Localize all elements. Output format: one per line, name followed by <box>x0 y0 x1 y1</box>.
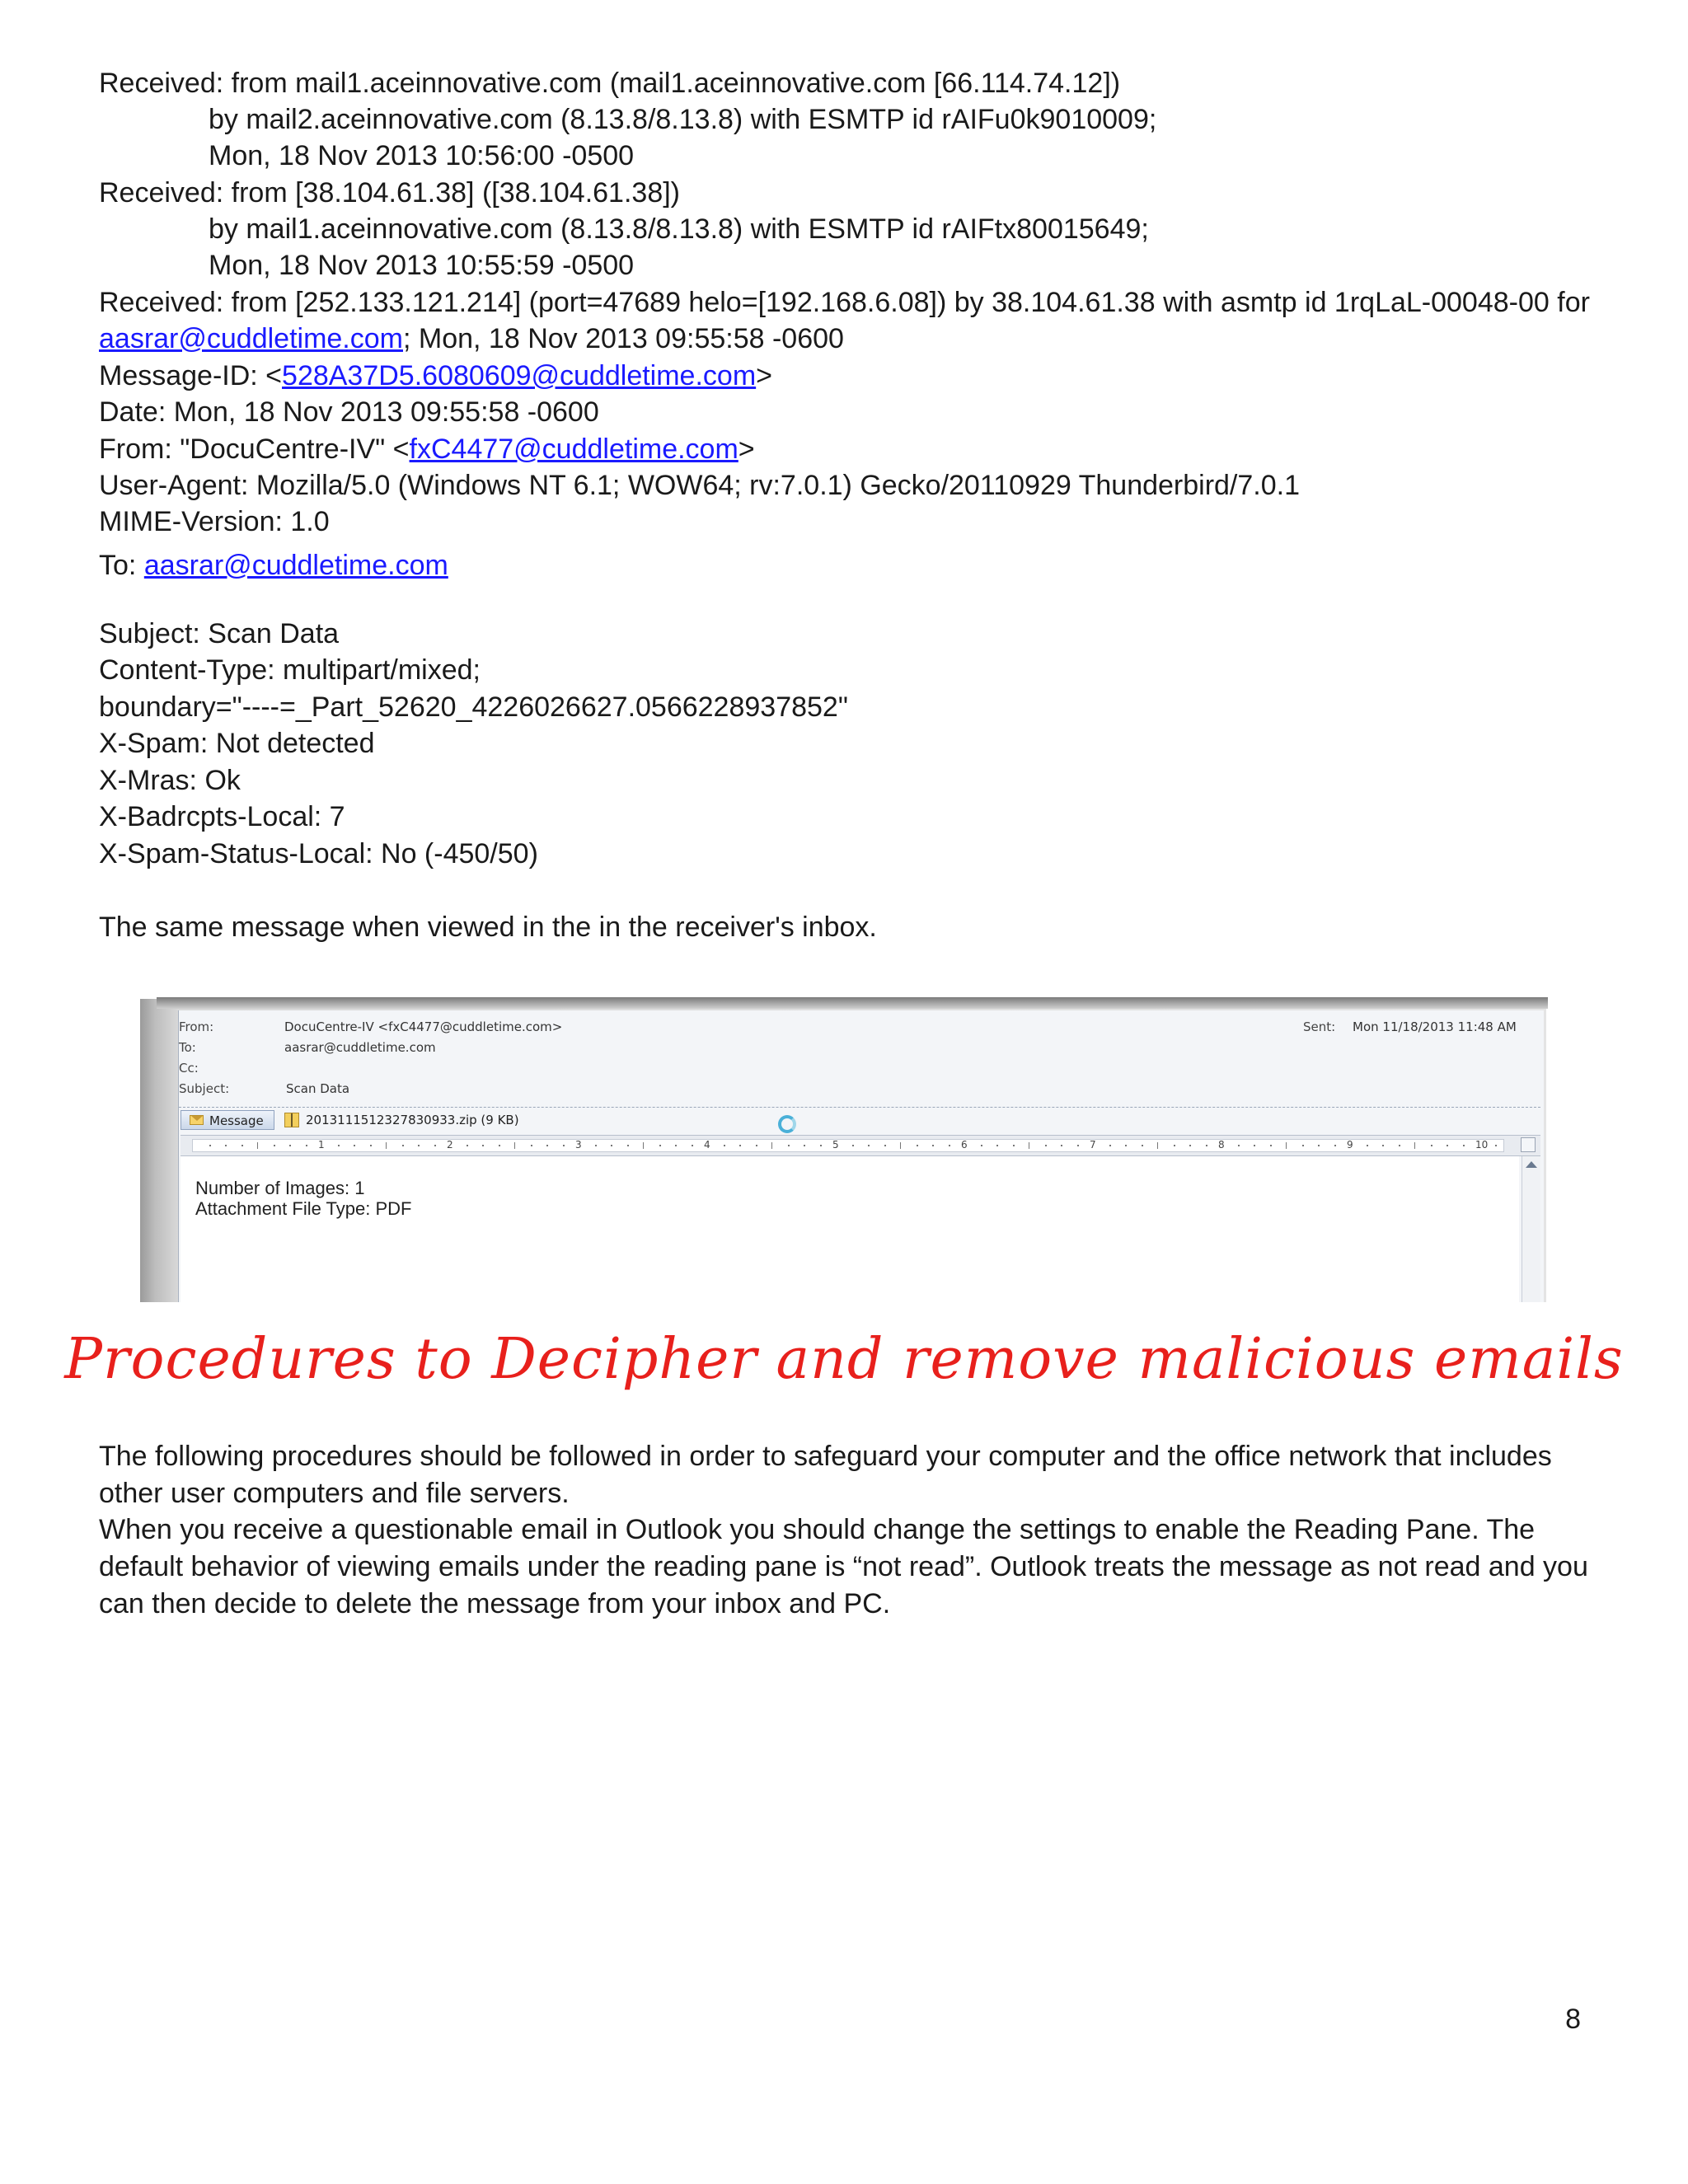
ruler-tick <box>675 1145 677 1146</box>
header-received-1-date: Mon, 18 Nov 2013 10:56:00 -0500 <box>209 140 635 171</box>
ruler-tick <box>386 1142 387 1149</box>
header-mime-version: MIME-Version: 1.0 <box>99 506 330 537</box>
inbox-subject-value: Scan Data <box>286 1081 350 1096</box>
scroll-up-arrow-icon[interactable] <box>1526 1161 1537 1168</box>
ruler-number: 2 <box>447 1139 453 1151</box>
ruler-tick <box>659 1145 661 1146</box>
header-subject: Subject: Scan Data <box>99 618 340 649</box>
ruler-tick <box>274 1145 275 1146</box>
ruler-tick <box>1109 1145 1111 1146</box>
ruler-tick <box>257 1142 258 1149</box>
ruler-tick <box>306 1145 307 1146</box>
header-received-2-date: Mon, 18 Nov 2013 10:55:59 -0500 <box>209 250 635 281</box>
received-date-text: ; Mon, 18 Nov 2013 09:55:58 -0600 <box>403 323 844 354</box>
header-received-3: Received: from [252.133.121.214] (port=47689 helo=[192.168.6.08]) by 38.104.61.38 with asmtp id 1rqLaL-00048-00 for <box>99 287 1590 318</box>
ruler-tick <box>1399 1145 1400 1146</box>
section-heading: Procedures to Decipher and remove malicious emails <box>64 1327 1624 1392</box>
inbox-to-value: aasrar@cuddletime.com <box>284 1040 436 1055</box>
header-received-3-cont <box>99 321 1615 357</box>
ruler-tick <box>1206 1145 1207 1146</box>
inbox-sent-label: Sent: <box>1303 1019 1336 1034</box>
ruler-tick <box>1142 1145 1143 1146</box>
ruler-tick <box>1125 1145 1127 1146</box>
ruler-track <box>192 1139 1504 1152</box>
header-date: Date: Mon, 18 Nov 2013 09:55:58 -0600 <box>99 396 599 428</box>
ruler-tick <box>499 1145 500 1146</box>
ruler-number: 3 <box>575 1139 582 1151</box>
ruler-number: 1 <box>318 1139 325 1151</box>
ruler-tick <box>1431 1145 1432 1146</box>
ruler-tick <box>643 1142 644 1149</box>
ruler-tick <box>1286 1142 1287 1149</box>
ruler-tick <box>1414 1142 1415 1149</box>
zip-file-icon <box>284 1113 299 1127</box>
header-received-1-by: by mail2.aceinnovative.com (8.13.8/8.13.8) with ESMTP id rAIFu0k9010009; <box>209 104 1157 135</box>
ruler-tick <box>595 1145 597 1146</box>
ruler-tick <box>209 1145 211 1146</box>
header-from <box>99 431 1615 467</box>
paragraph-reading-pane: When you receive a questionable email in Outlook you should change the settings to enable the Reading Pane. The default behavior of viewing emails under the reading pane is “not read”. Outlook treats the message as not read and you can then decide to delete the message from your inbox and PC. <box>99 1514 1588 1619</box>
header-x-spam: X-Spam: Not detected <box>99 728 375 759</box>
ruler-tick <box>434 1145 436 1146</box>
ruler-tick <box>1174 1145 1175 1146</box>
message-id-close: > <box>756 360 773 391</box>
ruler-tick <box>804 1145 805 1146</box>
screenshot-shadow-top <box>157 997 1548 1009</box>
ruler-tick <box>917 1145 918 1146</box>
to-label: To: <box>99 550 144 581</box>
header-received-2: Received: from [38.104.61.38] ([38.104.61.38]) <box>99 177 681 209</box>
body-number-of-images: Number of Images: 1 <box>195 1178 365 1198</box>
inbox-subject-label: Subject: <box>179 1081 230 1096</box>
ruler-number: 9 <box>1347 1139 1353 1151</box>
header-message-id <box>99 358 1615 394</box>
ruler-tick <box>1495 1145 1497 1146</box>
ruler-tick <box>852 1145 854 1146</box>
received-email-link[interactable]: aasrar@cuddletime.com <box>99 323 403 354</box>
ruler-tick <box>402 1145 404 1146</box>
ruler-number: 8 <box>1218 1139 1225 1151</box>
attachment-item[interactable] <box>284 1110 519 1130</box>
ruler-tick <box>1189 1145 1191 1146</box>
ruler-tick <box>418 1145 420 1146</box>
ruler-tick <box>531 1145 532 1146</box>
ruler-tick <box>482 1145 484 1146</box>
ruler-number: 10 <box>1475 1139 1489 1151</box>
ruler-number: 6 <box>961 1139 968 1151</box>
ruler-tick <box>949 1145 950 1146</box>
ruler-tick <box>1302 1145 1304 1146</box>
ruler-tick <box>467 1145 468 1146</box>
from-email-link[interactable]: fxC4477@cuddletime.com <box>409 434 738 465</box>
message-tab[interactable] <box>181 1110 274 1130</box>
inbox-from-value: DocuCentre-IV <fxC4477@cuddletime.com> <box>284 1019 563 1034</box>
attachment-label: 2013111512327830933.zip (9 KB) <box>306 1113 519 1127</box>
ruler-tick <box>338 1145 340 1146</box>
message-tab-label: Message <box>209 1113 264 1128</box>
header-boundary: boundary="----=_Part_52620_4226026627.0566228937852" <box>99 691 848 723</box>
header-received-1: Received: from mail1.aceinnovative.com (mail1.aceinnovative.com [66.114.74.12]) <box>99 68 1121 99</box>
header-user-agent: User-Agent: Mozilla/5.0 (Windows NT 6.1; WOW64; rv:7.0.1) Gecko/20110929 Thunderbird/7.0.1 <box>99 470 1301 501</box>
ruler-tick <box>884 1145 886 1146</box>
message-body <box>181 1156 1519 1302</box>
ruler <box>181 1135 1540 1156</box>
ruler-tick <box>724 1145 725 1146</box>
header-content-type: Content-Type: multipart/mixed; <box>99 654 481 686</box>
ruler-tick <box>1334 1145 1336 1146</box>
header-received-2-by: by mail1.aceinnovative.com (8.13.8/8.13.8) with ESMTP id rAIFtx80015649; <box>209 213 1149 245</box>
ruler-tick <box>370 1145 372 1146</box>
ruler-tick <box>1367 1145 1368 1146</box>
from-label: From: "DocuCentre-IV" < <box>99 434 410 465</box>
ruler-tick <box>289 1145 291 1146</box>
loading-spinner-icon <box>778 1115 796 1133</box>
intro-text: The same message when viewed in the in the receiver's inbox. <box>99 912 877 943</box>
ruler-tick <box>241 1145 243 1146</box>
header-x-badrcpts: X-Badrcpts-Local: 7 <box>99 801 345 832</box>
ruler-tick <box>1447 1145 1448 1146</box>
header-x-mras: X-Mras: Ok <box>99 765 241 796</box>
ruler-tick <box>788 1145 790 1146</box>
ruler-number: 5 <box>832 1139 839 1151</box>
outlook-reading-pane-screenshot <box>178 1010 1544 1302</box>
ruler-tick <box>1077 1145 1079 1146</box>
inbox-to-label: To: <box>179 1040 196 1055</box>
ruler-number: 4 <box>704 1139 710 1151</box>
ruler-tick <box>1382 1145 1384 1146</box>
ruler-tick <box>932 1145 934 1146</box>
ruler-tick <box>868 1145 870 1146</box>
ruler-tick <box>563 1145 565 1146</box>
ruler-toggle-icon[interactable] <box>1521 1137 1536 1152</box>
envelope-icon <box>190 1115 204 1125</box>
inbox-cc-label: Cc: <box>179 1061 199 1076</box>
ruler-tick <box>981 1145 982 1146</box>
ruler-tick <box>1061 1145 1062 1146</box>
message-id-link[interactable]: 528A37D5.6080609@cuddletime.com <box>282 360 757 391</box>
ruler-tick <box>1254 1145 1255 1146</box>
ruler-tick <box>1270 1145 1272 1146</box>
ruler-tick <box>771 1142 772 1149</box>
ruler-tick <box>739 1145 741 1146</box>
ruler-tick <box>611 1145 612 1146</box>
vertical-scrollbar[interactable] <box>1522 1156 1540 1302</box>
from-close: > <box>738 434 755 465</box>
ruler-tick <box>546 1145 548 1146</box>
ruler-tick <box>1013 1145 1015 1146</box>
ruler-tick <box>996 1145 998 1146</box>
ruler-tick <box>1238 1145 1240 1146</box>
header-separator <box>179 1107 1540 1108</box>
ruler-tick <box>514 1142 515 1149</box>
ruler-tick <box>354 1145 355 1146</box>
body-attachment-type: Attachment File Type: PDF <box>195 1198 412 1219</box>
ruler-tick <box>1045 1145 1047 1146</box>
header-to <box>99 547 1615 583</box>
ruler-tick <box>820 1145 822 1146</box>
ruler-tick <box>900 1142 901 1149</box>
ruler-tick <box>1318 1145 1320 1146</box>
inbox-from-label: From: <box>179 1019 214 1034</box>
ruler-tick <box>1463 1145 1465 1146</box>
inbox-sent-value: Mon 11/18/2013 11:48 AM <box>1353 1019 1517 1034</box>
ruler-tick <box>225 1145 227 1146</box>
message-id-label: Message-ID: < <box>99 360 283 391</box>
header-x-spam-status: X-Spam-Status-Local: No (-450/50) <box>99 838 538 869</box>
ruler-tick <box>1157 1142 1158 1149</box>
ruler-number: 7 <box>1090 1139 1096 1151</box>
ruler-tick <box>692 1145 693 1146</box>
ruler-tick <box>627 1145 629 1146</box>
paragraph-procedures: The following procedures should be followed in order to safeguard your computer and the office network that includes other user computers and file servers. <box>99 1441 1552 1509</box>
to-email-link[interactable]: aasrar@cuddletime.com <box>143 550 448 581</box>
ruler-tick <box>756 1145 757 1146</box>
page-number: 8 <box>1565 2004 1581 2035</box>
